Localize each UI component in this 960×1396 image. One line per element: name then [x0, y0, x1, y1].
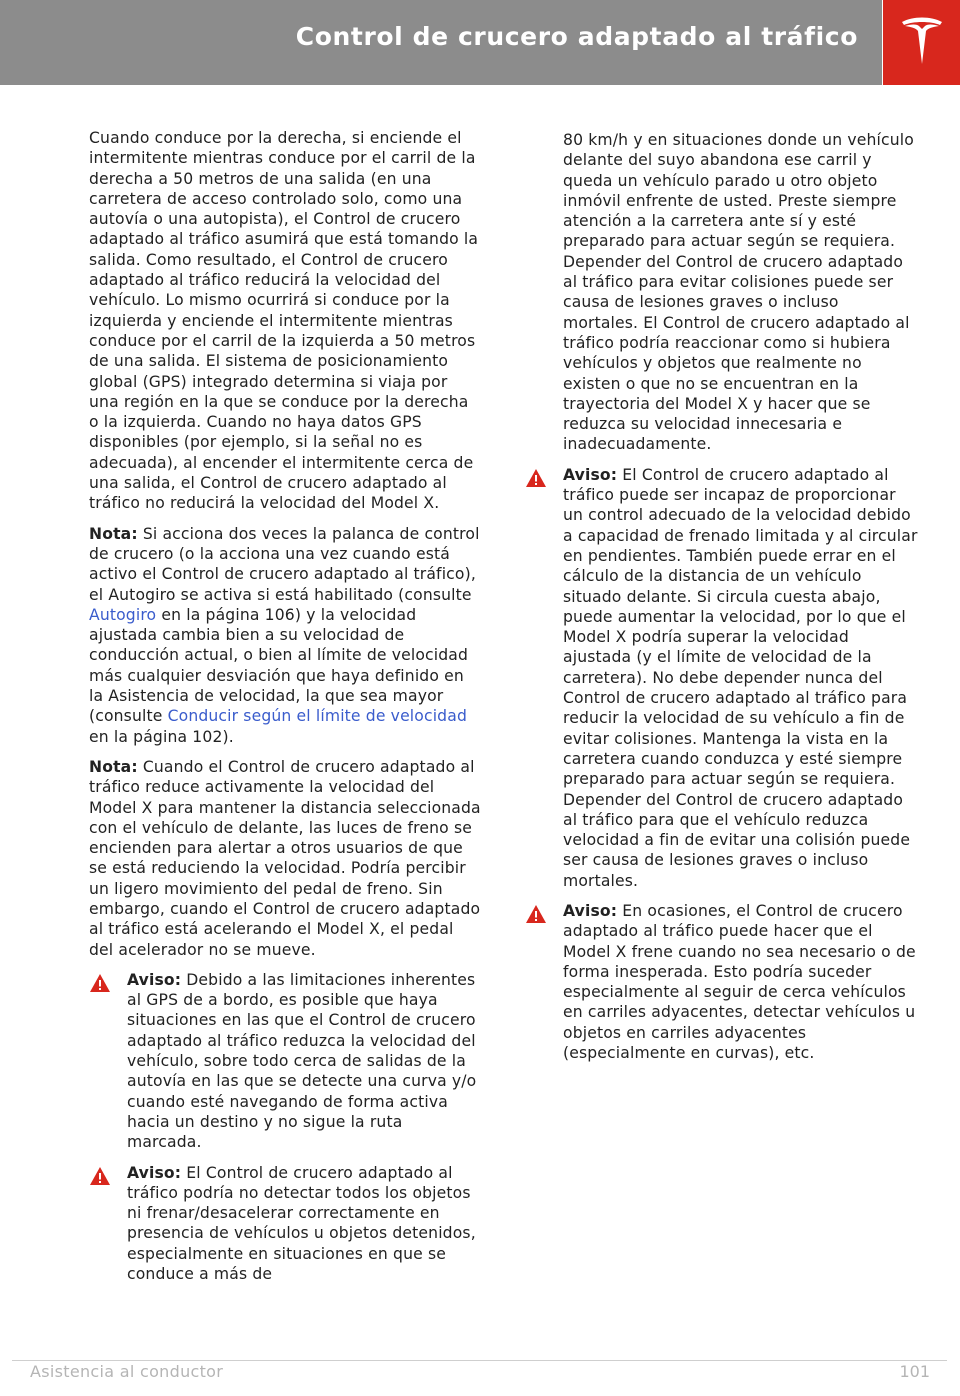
- warning-text: En ocasiones, el Control de crucero adaptado al tráfico puede hacer que el Model X frene cuando no sea necesario o de forma inesperada. Esto podría suceder especialmente al seguir de cerca vehículos en carriles adyacentes, detectar vehículos u objetos en carriles adyacentes (especialmente en curvas), etc.: [563, 901, 916, 1063]
- warning-label: Aviso:: [127, 1163, 182, 1182]
- page-title: Control de crucero adaptado al tráfico: [295, 22, 858, 51]
- speed-limit-link[interactable]: Conducir según el límite de velocidad: [167, 707, 467, 726]
- warning-triangle-icon: [89, 973, 111, 993]
- note-text: Si acciona dos veces la palanca de control de crucero (o la acciona una vez cuando está activo el Control de crucero adaptado al tráfico), el Autogiro se activa si está habilitado (consulte: [89, 524, 480, 604]
- note-paragraph: [89, 757, 481, 960]
- warning-label: Aviso:: [127, 970, 182, 989]
- left-column: [89, 128, 481, 1294]
- warning-text: El Control de crucero adaptado al tráfico podría no detectar todos los objetos ni frenar/desacelerar correctamente en presencia de vehículos u objetos detenidos, especialmente en situaciones en que se conduce a más de: [127, 1163, 476, 1284]
- warning-text: Debido a las limitaciones inherentes al GPS de a bordo, es posible que haya situaciones en las que el Control de crucero adaptado al tráfico reduzca la velocidad del vehículo, sobre todo cerca de salidas de la autovía en las que se detecte una curva y/o cuando esté navegando de forma activa hacia un destino y no sigue la ruta marcada.: [127, 970, 477, 1152]
- warning-block: [563, 901, 918, 1063]
- warning-block: [563, 465, 918, 891]
- warning-triangle-icon: [525, 468, 547, 488]
- note-label: Nota:: [89, 757, 138, 776]
- autogiro-link[interactable]: Autogiro: [89, 605, 157, 624]
- note-text: en la página 106) y la velocidad ajustada cambia bien a su velocidad de conducción actual, o bien al límite de velocidad más cualquier desviación que haya definido en la Asistencia de velocidad, la que sea mayor (consulte: [89, 605, 469, 726]
- warning-label: Aviso:: [563, 465, 618, 484]
- note-text: en la página 102).: [89, 727, 234, 746]
- header-bar: [0, 0, 882, 85]
- brand-logo-box: [883, 0, 960, 85]
- warning-triangle-icon: [525, 904, 547, 924]
- right-column: [563, 130, 918, 1073]
- footer-section-name: Asistencia al conductor: [30, 1362, 224, 1381]
- note-text: Cuando el Control de crucero adaptado al tráfico reduce activamente la velocidad del Model X para mantener la distancia seleccionada con el vehículo de delante, las luces de freno se encienden para alertar a otros usuarios de que se está reduciendo la velocidad. Podría percibir un ligero movimiento del pedal de freno. Sin embargo, cuando el Control de crucero adaptado al tráfico está acelerando el Model X, el pedal del acelerador no se mueve.: [89, 757, 481, 959]
- warning-block: [89, 1163, 481, 1285]
- warning-block: [89, 970, 481, 1153]
- continuation-paragraph: 80 km/h y en situaciones donde un vehículo delante del suyo abandona ese carril y queda un vehículo parado u otro objeto inmóvil enfrente de usted. Preste siempre atención a la carretera ante sí y esté preparado para actuar según se requiera. Depender del Control de crucero adaptado al tráfico para evitar colisiones puede ser causa de lesiones graves o incluso mortales. El Control de crucero adaptado al tráfico podría reaccionar como si hubiera vehículos y objetos que realmente no existen o que no se encuentran en la trayectoria del Model X y hacer que se reduzca su velocidad innecesaria e inadecuadamente.: [563, 131, 914, 454]
- warning-triangle-icon: [89, 1166, 111, 1186]
- page-number: 101: [899, 1362, 930, 1381]
- note-label: Nota:: [89, 524, 138, 543]
- warning-label: Aviso:: [563, 901, 618, 920]
- note-paragraph: [89, 524, 481, 747]
- tesla-logo-icon: [901, 16, 943, 66]
- intro-paragraph: Cuando conduce por la derecha, si enciende el intermitente mientras conduce por el carril de la derecha a 50 metros de una salida (en una carretera de acceso controlado solo, como una autovía o una autopista), el Control de crucero adaptado al tráfico asumirá que está tomando la salida. Como resultado, el Control de crucero adaptado al tráfico reducirá la velocidad del vehículo. Lo mismo ocurrirá si conduce por la izquierda y enciende el intermitente mientras conduce por el carril de la izquierda a 50 metros de una salida. El sistema de posicionamiento global (GPS) integrado determina si viaja por una región en la que se conduce por la derecha o la izquierda. Cuando no haya datos GPS disponibles (por ejemplo, si la señal no es adecuada), al encender el intermitente cerca de una salida, el Control de crucero adaptado al tráfico no reducirá la velocidad del Model X.: [89, 129, 479, 513]
- footer-divider: [12, 1360, 947, 1361]
- warning-text: El Control de crucero adaptado al tráfico puede ser incapaz de proporcionar un control adecuado de la velocidad debido a capacidad de frenado limitada y al circular en pendientes. También puede errar en el cálculo de la distancia de un vehículo situado delante. Si circula cuesta abajo, puede aumentar la velocidad, por lo que el Model X podría superar la velocidad ajustada (y el límite de velocidad de la carretera). No debe depender nunca del Control de crucero adaptado al tráfico para reducir la velocidad de su vehículo a fin de evitar colisiones. Mantenga la vista en la carretera cuando conduzca y esté siempre preparado para actuar según se requiera. Depender del Control de crucero adaptado al tráfico para que el vehículo reduzca velocidad a fin de evitar una colisión puede ser causa de lesiones graves o incluso mortales.: [563, 465, 918, 890]
